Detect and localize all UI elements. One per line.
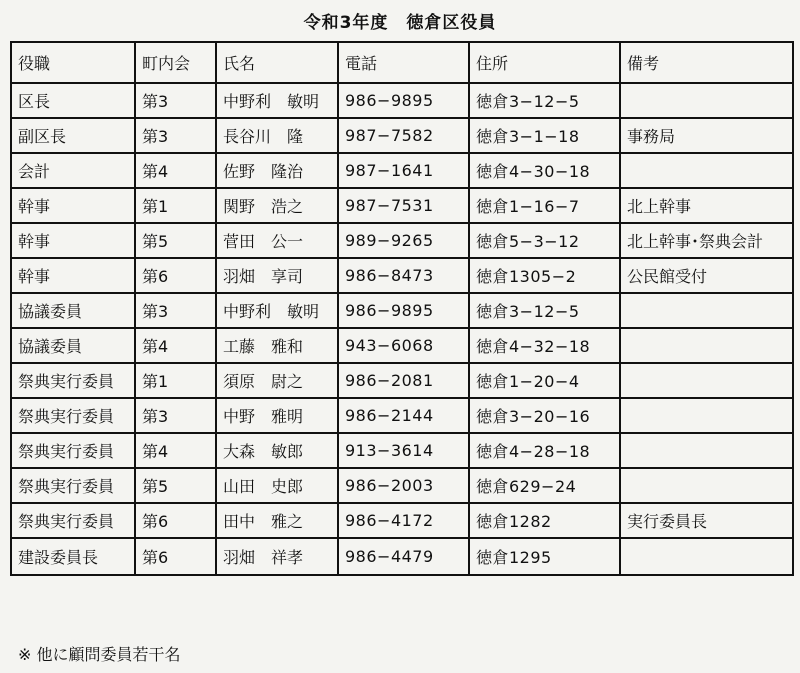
column-header-role: 役職 — [11, 42, 135, 83]
cell-ward: 第6 — [135, 503, 216, 538]
cell-ward: 第3 — [135, 398, 216, 433]
cell-name: 佐野 隆治 — [216, 153, 338, 188]
cell-role: 区長 — [11, 83, 135, 118]
cell-name: 中野 雅明 — [216, 398, 338, 433]
table-row — [11, 83, 793, 118]
cell-address: 徳倉3−20−16 — [469, 398, 620, 433]
cell-name: 関野 浩之 — [216, 188, 338, 223]
table-row — [11, 118, 793, 153]
cell-role: 祭典実行委員 — [11, 433, 135, 468]
cell-phone: 986−2003 — [338, 468, 469, 503]
table-row — [11, 328, 793, 363]
table-row — [11, 293, 793, 328]
cell-name: 大森 敏郎 — [216, 433, 338, 468]
cell-address: 徳倉629−24 — [469, 468, 620, 503]
cell-phone: 986−9895 — [338, 83, 469, 118]
cell-address: 徳倉1282 — [469, 503, 620, 538]
cell-address: 徳倉1305−2 — [469, 258, 620, 293]
cell-phone: 986−4479 — [338, 538, 469, 575]
cell-name: 羽畑 祥孝 — [216, 538, 338, 575]
cell-address: 徳倉4−30−18 — [469, 153, 620, 188]
cell-phone: 987−7582 — [338, 118, 469, 153]
column-header-phone: 電話 — [338, 42, 469, 83]
cell-phone: 986−2144 — [338, 398, 469, 433]
column-header-ward: 町内会 — [135, 42, 216, 83]
table-row — [11, 258, 793, 293]
cell-note — [620, 293, 793, 328]
cell-note: 実行委員長 — [620, 503, 793, 538]
cell-ward: 第6 — [135, 538, 216, 575]
cell-note: 公民館受付 — [620, 258, 793, 293]
cell-name: 長谷川 隆 — [216, 118, 338, 153]
cell-address: 徳倉3−12−5 — [469, 83, 620, 118]
cell-phone: 986−4172 — [338, 503, 469, 538]
column-header-address: 住所 — [469, 42, 620, 83]
cell-address: 徳倉4−32−18 — [469, 328, 620, 363]
cell-phone: 987−1641 — [338, 153, 469, 188]
cell-note: 北上幹事･祭典会計 — [620, 223, 793, 258]
document-title: 令和3年度 徳倉区役員 — [303, 13, 497, 33]
table-row — [11, 188, 793, 223]
cell-ward: 第3 — [135, 83, 216, 118]
table-row — [11, 503, 793, 538]
cell-note — [620, 538, 793, 575]
cell-phone: 943−6068 — [338, 328, 469, 363]
cell-phone: 913−3614 — [338, 433, 469, 468]
cell-address: 徳倉3−1−18 — [469, 118, 620, 153]
cell-ward: 第4 — [135, 433, 216, 468]
table-body — [11, 83, 793, 575]
cell-note — [620, 363, 793, 398]
cell-name: 羽畑 享司 — [216, 258, 338, 293]
cell-phone: 989−9265 — [338, 223, 469, 258]
column-header-name: 氏名 — [216, 42, 338, 83]
table-row — [11, 538, 793, 575]
cell-role: 建設委員長 — [11, 538, 135, 575]
cell-address: 徳倉1295 — [469, 538, 620, 575]
cell-note — [620, 433, 793, 468]
cell-role: 副区長 — [11, 118, 135, 153]
table-header-row — [11, 42, 793, 83]
cell-name: 田中 雅之 — [216, 503, 338, 538]
cell-note — [620, 328, 793, 363]
footnote: ※ 他に顧問委員若干名 — [18, 645, 181, 664]
cell-role: 幹事 — [11, 223, 135, 258]
cell-name: 工藤 雅和 — [216, 328, 338, 363]
cell-ward: 第6 — [135, 258, 216, 293]
cell-note: 事務局 — [620, 118, 793, 153]
cell-name: 菅田 公一 — [216, 223, 338, 258]
cell-ward: 第1 — [135, 363, 216, 398]
cell-note — [620, 83, 793, 118]
cell-role: 協議委員 — [11, 328, 135, 363]
cell-name: 中野利 敏明 — [216, 83, 338, 118]
cell-ward: 第4 — [135, 153, 216, 188]
cell-address: 徳倉3−12−5 — [469, 293, 620, 328]
table-row — [11, 223, 793, 258]
table-row — [11, 363, 793, 398]
cell-ward: 第1 — [135, 188, 216, 223]
cell-role: 祭典実行委員 — [11, 468, 135, 503]
cell-phone: 986−8473 — [338, 258, 469, 293]
table-row — [11, 398, 793, 433]
cell-address: 徳倉4−28−18 — [469, 433, 620, 468]
cell-role: 会計 — [11, 153, 135, 188]
cell-ward: 第3 — [135, 293, 216, 328]
column-header-note: 備考 — [620, 42, 793, 83]
cell-ward: 第4 — [135, 328, 216, 363]
cell-ward: 第3 — [135, 118, 216, 153]
cell-ward: 第5 — [135, 223, 216, 258]
cell-note: 北上幹事 — [620, 188, 793, 223]
cell-phone: 987−7531 — [338, 188, 469, 223]
cell-name: 山田 史郎 — [216, 468, 338, 503]
cell-name: 須原 尉之 — [216, 363, 338, 398]
cell-role: 協議委員 — [11, 293, 135, 328]
cell-role: 幹事 — [11, 188, 135, 223]
cell-phone: 986−9895 — [338, 293, 469, 328]
cell-note — [620, 153, 793, 188]
cell-role: 祭典実行委員 — [11, 363, 135, 398]
cell-role: 祭典実行委員 — [11, 503, 135, 538]
cell-role: 祭典実行委員 — [11, 398, 135, 433]
cell-address: 徳倉5−3−12 — [469, 223, 620, 258]
cell-address: 徳倉1−20−4 — [469, 363, 620, 398]
table-row — [11, 153, 793, 188]
cell-phone: 986−2081 — [338, 363, 469, 398]
cell-note — [620, 398, 793, 433]
cell-name: 中野利 敏明 — [216, 293, 338, 328]
table-row — [11, 468, 793, 503]
cell-role: 幹事 — [11, 258, 135, 293]
cell-ward: 第5 — [135, 468, 216, 503]
officer-table — [10, 41, 794, 576]
cell-address: 徳倉1−16−7 — [469, 188, 620, 223]
table-row — [11, 433, 793, 468]
cell-note — [620, 468, 793, 503]
